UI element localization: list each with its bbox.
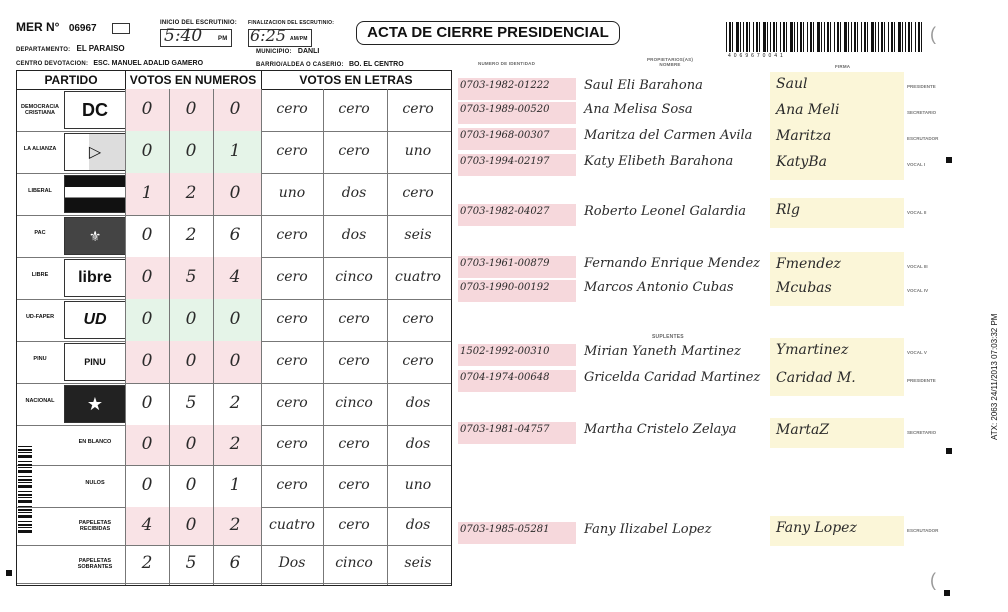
member-name: Saul Eli Barahona: [584, 78, 703, 93]
barcode-bar: [898, 22, 901, 52]
barcode-bar: [824, 22, 825, 52]
column-divider: [387, 89, 388, 585]
vote-digit: 1: [229, 475, 241, 495]
table-row: [17, 545, 451, 584]
party-logo-text: UD: [83, 311, 107, 328]
member-name: Fany Ilizabel Lopez: [584, 522, 712, 537]
departamento-label: DEPARTAMENTO:: [16, 47, 71, 53]
header-nombre: PROPIETARIOS(AS) NOMBRE: [646, 57, 694, 67]
barcode-bar: [821, 22, 822, 52]
vote-word: cero: [276, 353, 308, 369]
vote-digit: 2: [229, 515, 241, 535]
party-label: UD-FAPER: [25, 314, 55, 320]
mer-label: MER N°: [16, 20, 60, 34]
arrow-flag-icon: ▷: [88, 144, 102, 161]
vote-word: cero: [276, 477, 308, 493]
member-id: 0703-1982-01222: [460, 80, 550, 91]
barcode-bar: [18, 461, 32, 462]
role-label: SECRETARIO: [907, 110, 937, 115]
header-letras: VOTOS EN LETRAS: [261, 71, 451, 90]
registration-mark: [6, 570, 12, 576]
table-row: [17, 507, 451, 546]
vote-digit: 0: [141, 141, 153, 161]
member-signature: Maritza: [776, 128, 832, 144]
barcode-bar: [18, 476, 32, 477]
member-id: 0703-1961-00879: [460, 258, 550, 269]
barcode-bar: [756, 22, 758, 52]
vote-word: cero: [276, 269, 308, 285]
vote-digit: 0: [141, 434, 153, 454]
barcode-bar: [790, 22, 793, 52]
vote-digit: 0: [229, 183, 241, 203]
registration-mark: [946, 448, 952, 454]
barcode-bar: [911, 22, 912, 52]
member-signature: Fmendez: [776, 256, 841, 272]
barcode-bar: [864, 22, 866, 52]
party-logo-text: DC: [82, 99, 108, 120]
member-id: 0703-1989-00520: [460, 104, 550, 115]
member-signature: Fany Lopez: [776, 520, 857, 536]
barcode-bar: [857, 22, 858, 52]
barcode-bar: [867, 22, 868, 52]
role-label: VOCAL I: [907, 162, 926, 167]
vote-word: cero: [338, 311, 370, 327]
role-label: SECRETARIO: [907, 430, 937, 435]
barcode-bar: [749, 22, 750, 52]
member-signature: Caridad M.: [776, 370, 856, 386]
timestamp-stamp: ATX: 2063 24/11/2013 07:03:32 PM: [990, 313, 999, 440]
barcode-bar: [800, 22, 802, 52]
barcode-bar: [915, 22, 916, 52]
party-label: PAC: [34, 230, 46, 236]
table-row: [17, 257, 451, 300]
inicio-label: INICIO DEL ESCRUTINIO:: [160, 20, 237, 26]
vote-digit: 0: [141, 351, 153, 371]
barcode-bar: [854, 22, 856, 52]
barcode-bar: [817, 22, 820, 52]
vote-word: cero: [276, 101, 308, 117]
barcode-bar: [18, 506, 32, 507]
vote-digit: 2: [141, 553, 153, 573]
barcode-bar: [905, 22, 906, 52]
vote-word: cero: [338, 517, 370, 533]
star-icon: ★: [86, 393, 104, 414]
vote-word: cero: [338, 143, 370, 159]
vote-digit: 0: [141, 475, 153, 495]
member-id: 0703-1985-05281: [460, 524, 550, 535]
barcode-bar: [732, 22, 733, 52]
vote-digit: 4: [141, 515, 153, 535]
vote-word: cero: [338, 101, 370, 117]
vote-digit: 0: [185, 515, 197, 535]
barcode-bar: [884, 22, 885, 52]
vote-digit: 0: [229, 99, 241, 119]
member-name: Martha Cristelo Zelaya: [584, 422, 737, 437]
barcode-bar: [18, 467, 32, 468]
vote-word: cero: [276, 311, 308, 327]
vote-word: cinco: [335, 395, 373, 411]
barcode-bar: [18, 530, 32, 533]
corner-bracket-icon: (: [930, 24, 936, 44]
barcode-bar: [871, 22, 874, 52]
barcode-bar: [894, 22, 895, 52]
barcode-digits: 4069670041: [728, 53, 786, 59]
header-partido: PARTIDO: [17, 71, 126, 90]
member-signature: MartaZ: [776, 422, 830, 438]
member-id: 0703-1968-00307: [460, 130, 550, 141]
vote-word: cero: [276, 395, 308, 411]
vote-digit: 5: [185, 267, 197, 287]
registration-mark: [944, 590, 950, 596]
barcode-bar: [888, 22, 889, 52]
barcode-bar: [736, 22, 739, 52]
vote-word: cinco: [335, 555, 373, 571]
role-label: PRESIDENTE: [907, 84, 936, 89]
party-logo: [64, 217, 126, 255]
vote-word: seis: [404, 555, 432, 571]
table-row: [17, 465, 451, 508]
barcode-bar: [776, 22, 777, 52]
barcode-bar: [861, 22, 862, 52]
vote-digit: 1: [229, 141, 241, 161]
role-label: ESCRUTADOR: [907, 136, 939, 141]
barcode-bar: [18, 497, 32, 498]
table-row: [17, 89, 451, 132]
vote-digit: 2: [185, 225, 197, 245]
table-row: [17, 173, 451, 216]
vote-digit: 4: [229, 267, 241, 287]
vote-word: cero: [338, 353, 370, 369]
barcode-bar: [840, 22, 841, 52]
vote-digit: 0: [185, 99, 197, 119]
barcode-bar: [759, 22, 760, 52]
party-logo: [64, 301, 126, 339]
fin-time: 6:25: [250, 26, 286, 45]
barcode-bar: [763, 22, 766, 52]
party-label: LA ALIANZA: [23, 146, 57, 152]
barcode-bar: [844, 22, 847, 52]
party-label: PINU: [33, 356, 47, 362]
party-label: NULOS: [85, 480, 105, 486]
header-numeros: VOTOS EN NUMEROS: [125, 71, 262, 90]
vote-word: dos: [341, 227, 367, 243]
member-name: Maritza del Carmen Avila: [584, 128, 753, 143]
column-divider: [213, 89, 214, 585]
barcode-bar: [918, 22, 920, 52]
barcode-bar: [908, 22, 910, 52]
barcode-bar: [18, 482, 32, 483]
member-name: Ana Melisa Sosa: [584, 102, 693, 117]
party-logo-text: PINU: [84, 357, 106, 367]
vote-digit: 2: [229, 393, 241, 413]
vote-word: dos: [405, 395, 431, 411]
side-barcode: [18, 446, 40, 538]
member-signature: Rlg: [776, 202, 800, 218]
vote-digit: 0: [229, 351, 241, 371]
vote-digit: 5: [185, 393, 197, 413]
party-label: LIBRE: [31, 272, 49, 278]
table-row: [17, 131, 451, 174]
vote-digit: 0: [185, 351, 197, 371]
vote-digit: 0: [185, 141, 197, 161]
role-label: VOCAL II: [907, 210, 927, 215]
barcode-bar: [18, 449, 32, 451]
barcode-bar: [813, 22, 814, 52]
vote-word: dos: [405, 517, 431, 533]
member-signature: Saul: [776, 76, 808, 92]
party-label: EN BLANCO: [78, 439, 112, 445]
barcode-bar: [875, 22, 876, 52]
member-id: 0703-1990-00192: [460, 282, 550, 293]
document-title: ACTA DE CIERRE PRESIDENCIAL: [356, 21, 620, 45]
vote-digit: 0: [141, 267, 153, 287]
vote-word: uno: [278, 185, 306, 201]
vote-word: seis: [404, 227, 432, 243]
barcode-bar: [827, 22, 829, 52]
vote-word: cero: [276, 143, 308, 159]
table-row: [17, 383, 451, 426]
barcode-bar: [743, 22, 744, 52]
vote-word: cinco: [335, 269, 373, 285]
barcode-bar: [773, 22, 775, 52]
barcode-bar: [837, 22, 839, 52]
centro-label: CENTRO DEVOTACION:: [16, 61, 89, 67]
vote-digit: 2: [229, 434, 241, 454]
barcode-bar: [786, 22, 787, 52]
barcode-bar: [18, 479, 32, 481]
barcode-bar: [770, 22, 771, 52]
vote-digit: 6: [229, 225, 241, 245]
vote-word: Dos: [278, 555, 306, 571]
suplentes-label: SUPLENTES: [652, 334, 684, 340]
party-label: PAPELETAS SOBRANTES: [77, 558, 113, 570]
member-id: 0703-1982-04027: [460, 206, 550, 217]
barcode-bar: [18, 524, 32, 526]
table-row: [17, 215, 451, 258]
column-divider: [261, 89, 262, 585]
fleur-de-lis-icon: ⚜: [88, 227, 102, 244]
role-label: VOCAL III: [907, 264, 928, 269]
mer-number: [16, 20, 97, 34]
barcode-bar: [18, 494, 32, 496]
vote-digit: 1: [141, 183, 153, 203]
vote-digit: 6: [229, 553, 241, 573]
mer-checkbox: [112, 23, 130, 34]
member-id: 0704-1974-00648: [460, 372, 550, 383]
member-id: 1502-1992-00310: [460, 346, 550, 357]
barcode-bar: [18, 485, 32, 488]
barcode-bar: [807, 22, 808, 52]
barcode-bar: [783, 22, 785, 52]
mer-value: 06967: [68, 23, 97, 34]
municipio-label: MUNICIPIO:: [256, 49, 292, 55]
barcode-bar: [18, 491, 32, 492]
column-divider: [169, 89, 170, 585]
inicio-time: 5:40: [164, 26, 203, 46]
vote-word: cero: [276, 227, 308, 243]
barcode-bar: [18, 452, 32, 453]
barcode-bar: [729, 22, 731, 52]
member-signature: KatyBa: [776, 154, 827, 170]
barcode-bar: [902, 22, 903, 52]
header-identidad: NUMERO DE IDENTIDAD: [478, 61, 536, 66]
barcode-bar: [797, 22, 798, 52]
vote-digit: 0: [229, 309, 241, 329]
table-row: [17, 299, 451, 342]
member-name: Gricelda Caridad Martinez: [584, 370, 761, 385]
member-id: 0703-1981-04757: [460, 424, 550, 435]
vote-word: uno: [404, 143, 432, 159]
fin-label: FINALIZACION DEL ESCRUTINIO:: [248, 20, 335, 26]
column-divider: [125, 89, 126, 585]
party-logo: [64, 259, 126, 297]
member-signature: Ana Meli: [776, 102, 840, 118]
barcode-bar: [18, 515, 32, 518]
barcode-bar: [18, 470, 32, 473]
vote-digit: 5: [185, 553, 197, 573]
party-logo-text: libre: [78, 269, 112, 286]
barcode-bar: [767, 22, 768, 52]
vote-digit: 0: [185, 434, 197, 454]
barcode-bar: [18, 500, 32, 503]
member-name: Katy Elibeth Barahona: [584, 154, 734, 169]
vote-digit: 0: [141, 99, 153, 119]
vote-digit: 2: [185, 183, 197, 203]
vote-digit: 0: [185, 309, 197, 329]
barcode-bar: [921, 22, 922, 52]
vote-digit: 0: [185, 475, 197, 495]
corner-bracket-icon: (: [930, 570, 936, 590]
barcode-bar: [18, 464, 32, 466]
member-signature: Mcubas: [776, 280, 832, 296]
barrio-value: BO. EL CENTRO: [348, 61, 404, 68]
party-logo: [64, 343, 126, 381]
column-divider: [323, 89, 324, 585]
member-name: Roberto Leonel Galardia: [584, 204, 747, 219]
departamento-value: EL PARAISO: [76, 44, 125, 53]
barcode-bar: [753, 22, 754, 52]
registration-mark: [946, 157, 952, 163]
inicio-ampm: PM: [218, 36, 228, 42]
barcode-bar: [740, 22, 741, 52]
barcode-bar: [803, 22, 804, 52]
barcode-bar: [881, 22, 883, 52]
vote-digit: 0: [141, 393, 153, 413]
member-name: Mirian Yaneth Martinez: [584, 344, 741, 359]
barcode-bar: [18, 446, 32, 447]
member-name: Fernando Enrique Mendez: [584, 256, 760, 271]
role-label: ESCRUTADOR: [907, 528, 939, 533]
role-label: VOCAL V: [907, 350, 927, 355]
vote-word: cero: [402, 185, 434, 201]
table-row: [17, 341, 451, 384]
vote-word: cero: [402, 311, 434, 327]
table-row: [17, 425, 451, 466]
barcode-bar: [18, 512, 32, 513]
barcode-bar: [18, 509, 32, 511]
votes-table: [16, 70, 452, 586]
vote-word: cero: [338, 436, 370, 452]
role-label: VOCAL IV: [907, 288, 929, 293]
member-name: Marcos Antonio Cubas: [584, 280, 734, 295]
barcode-bar: [746, 22, 748, 52]
barcode-bar: [18, 527, 32, 528]
member-signature: Ymartinez: [776, 342, 849, 358]
barcode-bar: [834, 22, 835, 52]
vote-word: cero: [276, 436, 308, 452]
fin-ampm: AM/PM: [290, 36, 308, 42]
barcode-bar: [810, 22, 812, 52]
barcode-bar: [878, 22, 879, 52]
vote-word: cero: [402, 353, 434, 369]
party-logo: [64, 133, 126, 171]
vote-digit: 0: [141, 309, 153, 329]
barcode-bar: [891, 22, 893, 52]
member-id: 0703-1994-02197: [460, 156, 550, 167]
barcode-bar: [18, 521, 32, 522]
barcode-bar: [851, 22, 852, 52]
barrio-label: BARRIO/ALDEA O CASERIO:: [256, 62, 344, 68]
vote-word: cuatro: [395, 269, 441, 285]
party-label: NACIONAL: [25, 398, 55, 404]
barcode-bar: [726, 22, 727, 52]
vote-word: dos: [341, 185, 367, 201]
vote-word: uno: [404, 477, 432, 493]
vote-word: cero: [338, 477, 370, 493]
barcode: [726, 22, 926, 52]
barcode-bar: [794, 22, 795, 52]
party-logo: [64, 175, 126, 213]
vote-digit: 0: [141, 225, 153, 245]
municipio-value: DANLI: [297, 48, 320, 55]
barcode-bar: [830, 22, 831, 52]
barcode-bar: [848, 22, 849, 52]
role-label: PRESIDENTE: [907, 378, 936, 383]
vote-word: cero: [402, 101, 434, 117]
centro-value: ESC. MANUEL ADALID GAMERO: [93, 60, 204, 67]
vote-word: cuatro: [269, 517, 315, 533]
barcode-bar: [18, 455, 32, 458]
party-label: LIBERAL: [28, 188, 52, 194]
party-logo: [64, 385, 126, 423]
vote-word: dos: [405, 436, 431, 452]
party-logo: [64, 91, 126, 129]
party-label: PAPELETAS RECIBIDAS: [78, 520, 112, 532]
party-label: DEMOCRACIA CRISTIANA: [21, 104, 59, 116]
barcode-bar: [780, 22, 781, 52]
header-firma: FIRMA: [835, 64, 851, 69]
